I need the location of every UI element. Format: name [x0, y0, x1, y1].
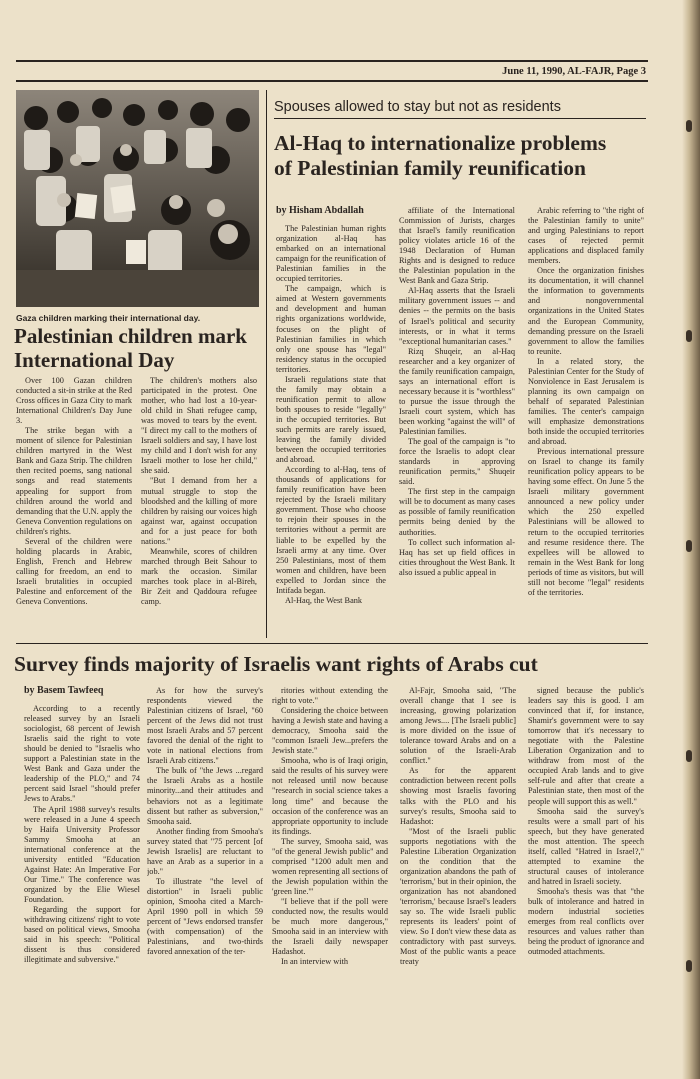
binder-hole: [686, 330, 692, 342]
binder-hole: [686, 120, 692, 132]
spouses-article-column-1: [276, 206, 386, 638]
paragraph: The strike began with a moment of silence for Palestinian children martyred in the West Bank and Gaza Strip. The children then recited poems, sang national songs and read statements appealing for support from children around the world and demanding that the U.N. apply the Geneva Convention regulations on children's rights.: [16, 426, 132, 536]
paragraph: The Palestinian human rights organization al-Haq has embarked on an international campaign for the reunification of Palestinian families in the occupied territories.: [276, 224, 386, 284]
paragraph: The goal of the campaign is "to force the Israelis to adopt clear standards in approving reunification permits," Shuqeir said.: [399, 437, 515, 487]
spouses-headline-line2: of Palestinian family reunification: [274, 156, 586, 180]
paragraph: The survey, Smooha said, was "of the general Jewish public" and comprised "1200 adult men and women representing all sections of the Jewish population within the 'green line.'": [272, 836, 388, 896]
paragraph: As for how the survey's respondents viewed the Palestinian citizens of Israel, "60 percent of the Jews did not trust most Israeli Arabs and 57 percent favored the denial of the right to vote in national elections from Israeli Arab citizens.": [147, 686, 263, 766]
spouses-article-column-3: [528, 206, 644, 638]
paragraph: In an interview with: [281, 957, 349, 967]
binder-edge: [682, 0, 700, 1079]
children-photo: [16, 90, 259, 307]
children-headline-line2: International Day: [14, 348, 175, 372]
paragraph: Once the organization finishes its documentation, it will channel the information to governments and nongovernmental organizations in the United States and the European Community, demanding pressure on the Israeli government to allow the families to reunite.: [528, 266, 644, 356]
photo-crowd-illustration: [16, 90, 259, 307]
paragraph: The bulk of "the Jews ...regard the Israeli Arabs as a hostile minority...and their attitudes and behaviors not as a legitimate dissent but rather as subversion," Smooha said.: [147, 766, 263, 826]
column-divider: [266, 90, 267, 638]
paragraph: Considering the choice between having a Jewish state and having a democracy, Smooha said the "common Israeli Jew...prefers the Jewish state.": [272, 706, 388, 756]
paragraph: Israeli regulations state that the family may obtain a reunification permit to allow both spouses to reside "legally" in the occupied territories. But such permits are rarely issued, leaving the family divided between the occupied territories and abroad.: [276, 374, 386, 465]
children-article-column-2: [141, 376, 257, 638]
paragraph: Al-Haq asserts that the Israeli military government issues -- and denies -- the permits on the basis of Israel's political and security interests, or in what it terms "exceptional humanitarian cases.": [399, 286, 515, 346]
paragraph: Rizq Shuqeir, an al-Haq researcher and a key organizer of the family reunification campaign, says an international effort is necessary because it is "worthless" to pursue the issue through the Israeli court system, which has been working "against the will" of Palestinian families.: [399, 346, 515, 437]
survey-headline: Survey finds majority of Israelis want rights of Arabs cut: [14, 652, 538, 676]
survey-byline: by Basem Tawfeeq: [24, 686, 104, 696]
survey-article-column-1: [24, 686, 140, 1061]
paragraph: affiliate of the International Commission of Jurists, charges that Israel's family reunification policy violates article 16 of the 1948 Declaration of Human Rights and is designed to reduce the Palestinian population in the West Bank and Gaza Strip.: [399, 206, 515, 286]
survey-article-column-3: [272, 686, 388, 1061]
section-rule: [16, 643, 648, 644]
paragraph: ritories without extending the right to vote.": [272, 686, 388, 706]
paragraph: "I believe that if the poll were conducted now, the results would be much more dangerous," Smooha said in an interview with the Israeli daily newspaper Hadashot.: [272, 896, 388, 957]
paragraph: Previous international pressure on Israel to change its family reunification policy appears to be having some effect. On June 5 the Israeli military government announced a new policy under which the 250 expelled Palestinians will be allowed to return to the occupied territories and resume residence there. The expellees will be allowed to remain in the West Bank for long periods of time as visitors, but will still not become "legal" residents of the territories.: [528, 447, 644, 597]
kicker-rule: [274, 118, 646, 119]
paragraph: "But I demand from her a mutual struggle to stop the bloodshed and the killing of more children by raising our voices high against war, against occupation and for a just peace for both nations.": [141, 476, 257, 546]
paragraph: According to al-Haq, tens of thousands of applications for family reunification have been rejected by the Israeli military government. Those who choose to rejoin their spouses in the territories without a permit are liable to be expelled by the Israeli army at any time. Over 250 Palestinians, most of them women and children, have been expelled to Jordan since the Intifada began.: [276, 465, 386, 595]
paragraph: Smooha, who is of Iraqi origin, said the results of his survey were not released until now because "research in social science takes a long time" and because the occasion of the conference was an appropriate opportunity to include its findings.: [272, 756, 388, 836]
paragraph: Smooha said the survey's results were a small part of his speech, but they have generated the most attention. The speech itself, called "Hatred in Israel?," attempted to examine the structural causes of intolerance and hatred in Israeli society.: [528, 806, 644, 886]
paragraph: To collect such information al-Haq has set up field offices in cities throughout the West Bank. It also issued a public appeal in: [399, 537, 515, 577]
paragraph: Arabic referring to "the right of the Palestinian family to unite" and urging Palestinians to report cases of rejected permit applications and displaced family members.: [528, 206, 644, 266]
page-header-dateline: June 11, 1990, AL-FAJR, Page 3: [502, 66, 646, 77]
paragraph: Meanwhile, scores of children marched through Beit Sahour to mark the occasion. Similar marches took place in al-Bireh, Bir Zeit and Qaddoura refugee camp.: [141, 546, 257, 607]
header-rule-top: [16, 60, 648, 62]
paragraph: The children's mothers also participated in the protest. One mother, who had lost a 10-year-old child in Shati refugee camp, was moved to tears by the event. "I direct my call to the mothers of Israeli soldiers and say, I have lost my child and I don't wish for any Israeli mother to lose her child," she said.: [141, 376, 257, 476]
survey-article-column-5: [528, 686, 644, 1061]
survey-article-column-4: [400, 686, 516, 1061]
paragraph: The first step in the campaign will be to document as many cases as possible of family reunification permits being denied by the authorities.: [399, 487, 515, 537]
paragraph: Over 100 Gazan children conducted a sit-in strike at the Red Cross offices in Gaza City to mark International Children's Day June 3.: [16, 376, 132, 426]
paragraph: "Most of the Israeli public supports negotiations with the Palestine Liberation Organization on the condition that the organization abandons the path of 'terrorism,' but in their opinion, the organization has not abandoned 'terrorism,' because Israel's leaders say so. The wide Israeli public represents its leaders' point of view. So I don't view these data as contradictory with past surveys. Most of the public wants a peace treaty: [400, 826, 516, 967]
paragraph: Regarding the support for withdrawing citizens' right to vote based on political views, Smooha said in his speech: "Political dissent is thus considered illegitimate and subversive.": [24, 904, 140, 965]
paragraph: signed because the public's leaders say this is good. I am convinced that if, for instance, Shamir's government were to say tomorrow that it's necessary to negotiate with the Palestine Liberation Organization and to withdraw from most of the occupied Arab lands and to give self-rule and after that create a Palestinian state, then most of the people will support this as well.": [528, 686, 644, 806]
spouses-byline: by Hisham Abdallah: [276, 206, 364, 216]
binder-hole: [686, 540, 692, 552]
paragraph: Al-Fajr, Smooha said, "The overall change that I see is increasing, growing polarization among Jews.... [The Israeli public] is more divided on the issue of tolerance toward Arabs and on a solution of the Israeli-Arab conflict.": [400, 686, 516, 766]
paragraph: In a related story, the Palestinian Center for the Study of Nonviolence in East Jerusalem is planning its own campaign on behalf of separated Palestinian families. The center's campaign will emphasize demonstrations both inside the occupied territories and abroad.: [528, 356, 644, 447]
paragraph: The April 1988 survey's results were released in a June 4 speech by Haifa University Professor Sammy Smooha at an international conference at the university entitled "Education Against Hate: An Imperative For Our Time." The conference was organized by the Elie Wiesel Foundation.: [24, 804, 140, 904]
spouses-article-column-2: [399, 206, 515, 638]
paragraph: To illustrate "the level of distortion" in Israeli public opinion, Smooha cited a March-April 1990 poll in which 59 percent of "Jews endorsed transfer (with compensation) of the Palestinians, and two-thirds favored annexation of the ter-: [147, 876, 263, 957]
paragraph: According to a recently released survey by an Israeli sociologist, 68 percent of Jewish Israelis said the right to vote should be denied to "Israelis who support a Palestinian state in the West Bank and Gaza under the leadership of the PLO," and 74 percent said Israel "should prefer Jews to Arabs.": [24, 704, 140, 804]
header-rule-bottom: [16, 80, 648, 82]
photo-caption: Gaza children marking their international day.: [16, 313, 201, 323]
paragraph: The campaign, which is aimed at Western governments and development and human rights organizations worldwide, focuses on the plight of Palestinian families in which only one spouse has "legal" residency status in the occupied territories.: [276, 284, 386, 374]
paragraph: Al-Haq, the West Bank: [285, 595, 363, 605]
paragraph: As for the apparent contradiction between recent polls showing most Israelis favoring talks with the PLO and his survey's results, Smooha said to Hadashot:: [400, 766, 516, 826]
spouses-headline: [274, 131, 648, 181]
children-headline: [14, 324, 264, 372]
paragraph: Smooha's thesis was that "the bulk of intolerance and hatred in modern industrial societies emerges from real conflicts over resources and values rather than being the product of ignorance and outmoded attachments.: [528, 886, 644, 957]
binder-hole: [686, 960, 692, 972]
children-article-column-1: [16, 376, 132, 638]
spouses-kicker: Spouses allowed to stay but not as residents: [274, 99, 561, 115]
children-headline-line1: Palestinian children mark: [14, 324, 247, 348]
binder-hole: [686, 750, 692, 762]
survey-article-column-2: [147, 686, 263, 1061]
paragraph: Several of the children were holding placards in Arabic, English, French and Hebrew calling for freedom, an end to Israeli brutalities in occupied Palestine and enforcement of the Geneva Conventions.: [16, 536, 132, 607]
spouses-headline-line1: Al-Haq to internationalize problems: [274, 131, 607, 155]
paragraph: Another finding from Smooha's survey stated that "75 percent [of Jewish Israelis] are reluctant to have an Arab as a superior in a job.": [147, 826, 263, 876]
